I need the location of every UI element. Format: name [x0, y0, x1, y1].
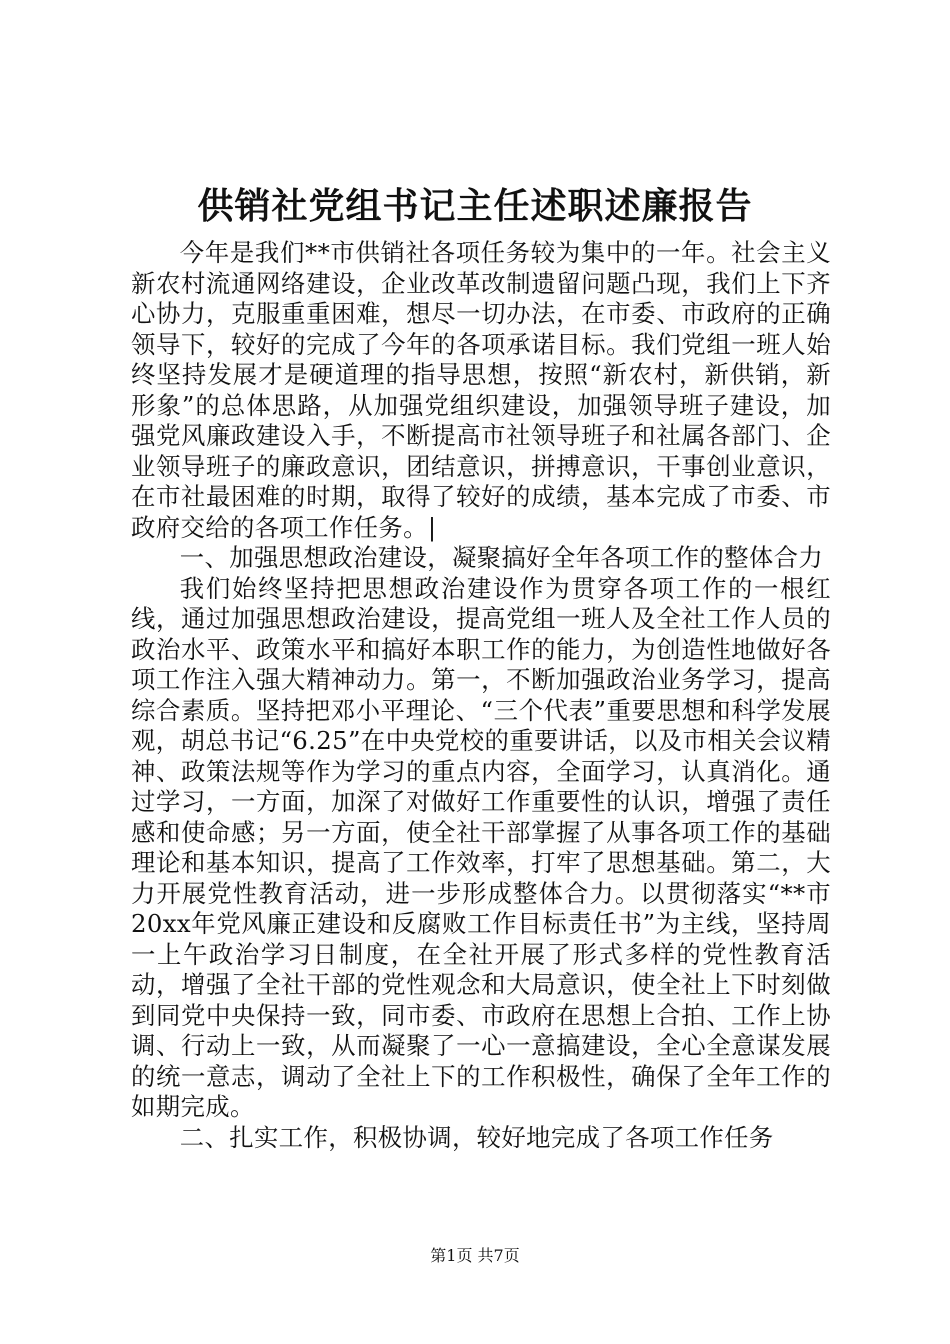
section-heading-2: 二、扎实工作，积极协调，较好地完成了各项工作任务 — [179, 1122, 774, 1152]
section-heading-1: 一、加强思想政治建设，凝聚搞好全年各项工作的整体合力 — [179, 543, 824, 572]
intro-paragraph: 今年是我们**市供销社各项任务较为集中的一年。社会主义新农村流通网络建设，企业改革改制遗留问题凸现，我们上下齐心协力，克服重重困难，想尽一切办法，在市委、市政府的正确领导下，较好的完成了今年的各项承诺目标。我们党组一班人始终坚持发展才是硬道理的指导思想，按照“新农村，新供销，新形象”的总体思路，从加强党组织建设，加强领导班子建设，加强党风廉政建设入手，不断提高市社领导班子和社属各部门、企业领导班子的廉政意识，团结意识，拼搏意识，干事创业意识，在市社最困难的时期，取得了较好的成绩，基本完成了市委、市政府交给的各项工作任务。| — [131, 238, 831, 542]
page-footer: 第1页 共7页 — [430, 1246, 520, 1265]
document-title: 供销社党组书记主任述职述廉报告 — [197, 185, 753, 227]
document-body — [131, 238, 831, 1153]
section-1-paragraph: 我们始终坚持把思想政治建设作为贯穿各项工作的一根红线，通过加强思想政治建设，提高党组一班人及全社工作人员的政治水平、政策水平和搞好本职工作的能力，为创造性地做好各项工作注入强大精神动力。第一，不断加强政治业务学习，提高综合素质。坚持把邓小平理论、“三个代表”重要思想和科学发展观，胡总书记“6.25”在中央党校的重要讲话，以及市相关会议精神、政策法规等作为学习的重点内容，全面学习，认真消化。通过学习，一方面，加深了对做好工作重要性的认识，增强了责任感和使命感；另一方面，使全社干部掌握了从事各项工作的基础理论和基本知识，提高了工作效率，打牢了思想基础。第二，大力开展党性教育活动，进一步形成整体合力。以贯彻落实“**市20xx年党风廉正建设和反腐败工作目标责任书”为主线，坚持周一上午政治学习日制度，在全社开展了形式多样的党性教育活动，增强了全社干部的党性观念和大局意识，使全社上下时刻做到同党中央保持一致，同市委、市政府在思想上合拍、工作上协调、行动上一致，从而凝聚了一心一意搞建设，全心全意谋发展的统一意志，调动了全社上下的工作积极性，确保了全年工作的如期完成。 — [131, 573, 831, 1121]
